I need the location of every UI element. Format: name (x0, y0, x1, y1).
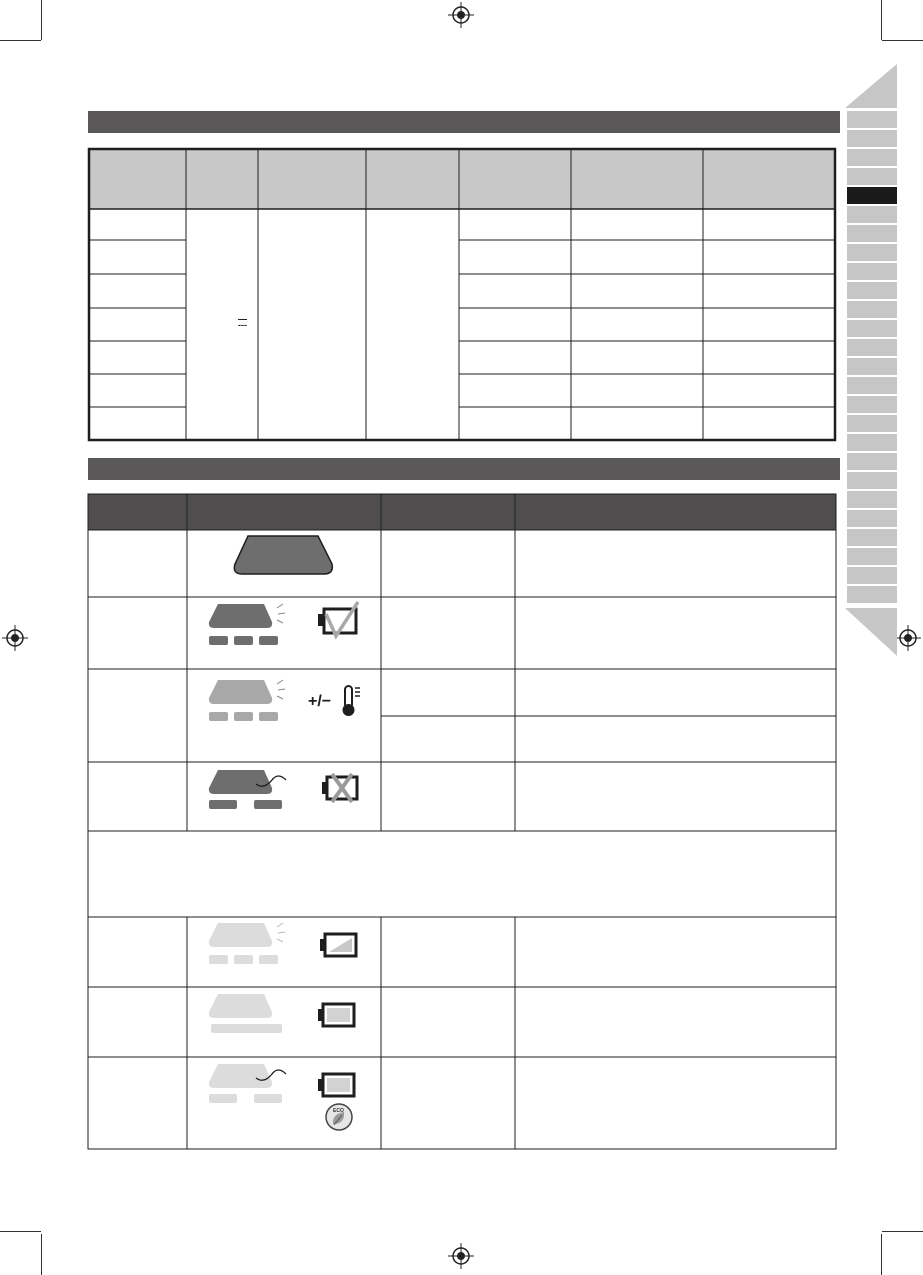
language-tab[interactable] (847, 339, 897, 356)
partially-charged-led-icon (206, 919, 288, 967)
section-header-bar (88, 111, 840, 133)
language-tab[interactable] (847, 263, 897, 280)
language-tab[interactable] (847, 377, 897, 394)
crop-mark (881, 1234, 882, 1275)
battery-full-icon (316, 1000, 358, 1030)
language-tab[interactable] (847, 130, 897, 147)
dc-symbol: --- (238, 320, 247, 330)
language-tab[interactable] (847, 111, 897, 128)
faulty-led-icon (206, 766, 298, 812)
language-tab[interactable] (847, 396, 897, 413)
language-tab[interactable] (847, 244, 897, 261)
charger-power-led-icon (232, 534, 336, 578)
spec-table-header-row (89, 149, 835, 209)
indicator-table-header-row (88, 494, 836, 530)
language-tab[interactable] (847, 510, 897, 527)
charging-led-icon (206, 600, 288, 648)
language-tab[interactable] (847, 415, 897, 432)
battery-half-icon (318, 930, 360, 960)
crop-mark (882, 1231, 923, 1232)
tab-strip-top-arrow (845, 64, 899, 110)
language-tab[interactable] (847, 168, 897, 185)
eco-leaf-icon (324, 1102, 354, 1132)
crop-mark (41, 0, 42, 40)
language-tab[interactable] (847, 586, 897, 603)
specifications-table (86, 146, 838, 443)
language-tab[interactable] (847, 358, 897, 375)
language-tab[interactable] (847, 301, 897, 318)
battery-full-icon (316, 1070, 358, 1100)
crop-mark (881, 0, 882, 40)
language-tab[interactable] (847, 567, 897, 584)
language-tab[interactable] (847, 548, 897, 565)
language-tab[interactable] (847, 320, 897, 337)
section-header-bar (88, 458, 840, 480)
crop-mark (0, 40, 41, 41)
indicator-table (86, 492, 838, 1152)
language-tab[interactable] (847, 434, 897, 451)
language-tab[interactable] (847, 472, 897, 489)
tab-strip-bottom-arrow (845, 606, 899, 658)
language-tab[interactable] (847, 529, 897, 546)
language-tab[interactable] (847, 491, 897, 508)
battery-check-icon (316, 600, 362, 644)
temperature-led-icon (206, 676, 288, 724)
registration-mark-icon (448, 1243, 474, 1269)
fully-charged-led-icon (206, 990, 288, 1036)
eco-led-icon (206, 1060, 298, 1106)
language-tab[interactable] (847, 453, 897, 470)
language-tab-active[interactable] (847, 187, 897, 204)
language-tab[interactable] (847, 206, 897, 223)
registration-mark-icon (2, 625, 28, 651)
crop-mark (0, 1231, 41, 1232)
language-tab[interactable] (847, 225, 897, 242)
registration-mark-icon (448, 2, 474, 28)
svg-text:ECO: ECO (333, 1108, 344, 1114)
crop-mark (41, 1234, 42, 1275)
language-tab[interactable] (847, 149, 897, 166)
language-tab[interactable] (847, 282, 897, 299)
crop-mark (882, 40, 923, 41)
svg-text:+/−: +/− (308, 693, 332, 710)
plus-minus-thermometer-icon (306, 684, 366, 720)
battery-cross-icon (320, 772, 362, 804)
